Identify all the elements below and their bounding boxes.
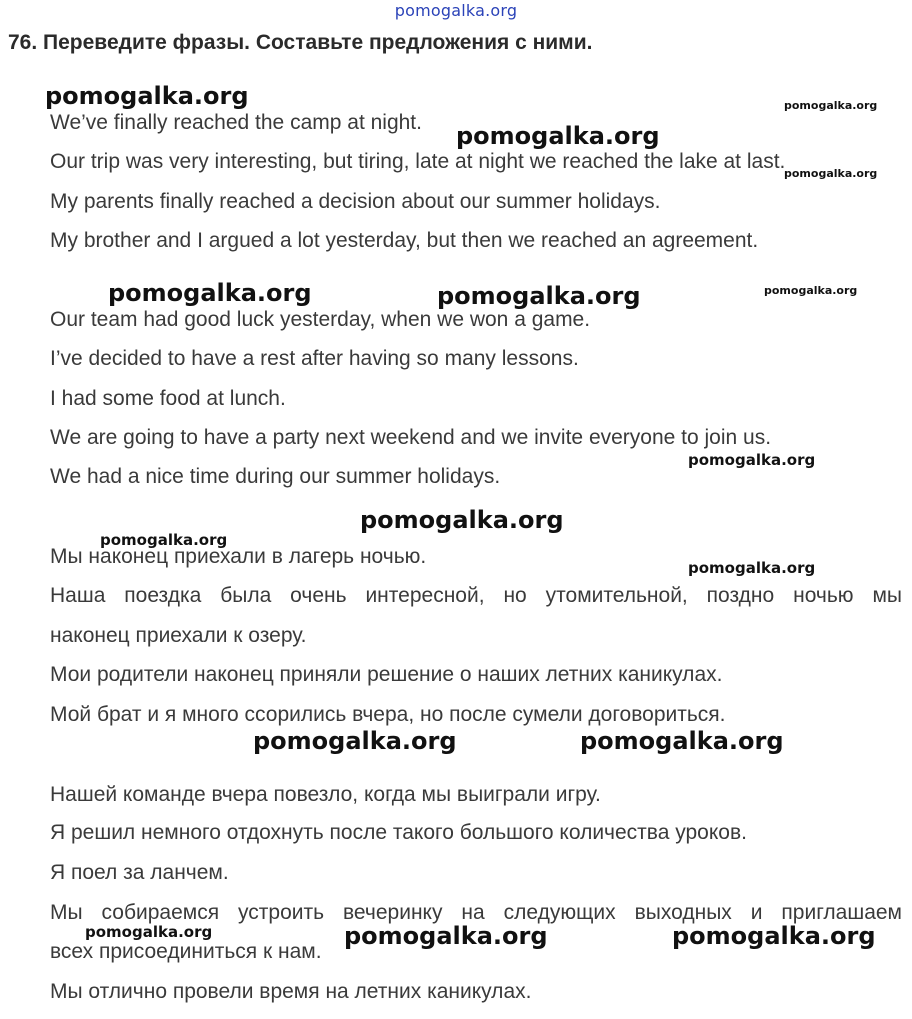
watermark: pomogalka.org <box>344 922 548 950</box>
watermark: pomogalka.org <box>580 727 784 755</box>
watermark: pomogalka.org <box>437 282 641 310</box>
russian-sentence: Наша поездка была очень интересной, но утомительной, поздно ночью мы <box>50 584 902 607</box>
watermark: pomogalka.org <box>784 99 878 112</box>
watermark: pomogalka.org <box>672 922 876 950</box>
watermark: pomogalka.org <box>100 531 228 549</box>
english-sentence: Our team had good luck yesterday, when we won a game. <box>50 308 591 331</box>
watermark: pomogalka.org <box>784 167 878 180</box>
russian-sentence: Нашей команде вчера повезло, когда мы выиграли игру. <box>50 783 601 806</box>
russian-sentence-continuation: всех присоединиться к нам. <box>50 940 322 963</box>
english-sentence: We’ve finally reached the camp at night. <box>50 111 422 134</box>
russian-sentence: Я решил немного отдохнуть после такого большого количества уроков. <box>50 821 747 844</box>
english-sentence: My parents finally reached a decision about our summer holidays. <box>50 190 661 213</box>
site-logo: pomogalka.org <box>394 1 518 20</box>
russian-sentence: Мои родители наконец приняли решение о наших летних каникулах. <box>50 663 723 686</box>
watermark: pomogalka.org <box>253 727 457 755</box>
russian-sentence-continuation: наконец приехали к озеру. <box>50 624 307 647</box>
russian-sentence: Мы собираемся устроить вечеринку на следующих выходных и приглашаем <box>50 901 902 924</box>
english-sentence: My brother and I argued a lot yesterday, but then we reached an agreement. <box>50 229 759 252</box>
task-heading: 76. Переведите фразы. Составьте предложения с ними. <box>8 31 593 54</box>
english-sentence: We are going to have a party next weekend and we invite everyone to join us. <box>50 426 772 449</box>
watermark: pomogalka.org <box>360 506 564 534</box>
watermark: pomogalka.org <box>688 559 816 577</box>
russian-sentence: Мой брат и я много ссорились вчера, но после сумели договориться. <box>50 703 726 726</box>
watermark: pomogalka.org <box>108 279 312 307</box>
russian-sentence: Мы отлично провели время на летних каникулах. <box>50 980 532 1003</box>
russian-sentence: Мы наконец приехали в лагерь ночью. <box>50 545 427 568</box>
english-sentence: I’ve decided to have a rest after having so many lessons. <box>50 347 579 370</box>
watermark: pomogalka.org <box>764 284 858 297</box>
watermark: pomogalka.org <box>456 122 660 150</box>
watermark: pomogalka.org <box>688 451 816 469</box>
watermark: pomogalka.org <box>85 923 213 941</box>
watermark: pomogalka.org <box>45 82 249 110</box>
english-sentence: Our trip was very interesting, but tiring, late at night we reached the lake at last. <box>50 150 786 173</box>
english-sentence: We had a nice time during our summer holidays. <box>50 465 501 488</box>
english-sentence: I had some food at lunch. <box>50 387 286 410</box>
russian-sentence: Я поел за ланчем. <box>50 861 229 884</box>
